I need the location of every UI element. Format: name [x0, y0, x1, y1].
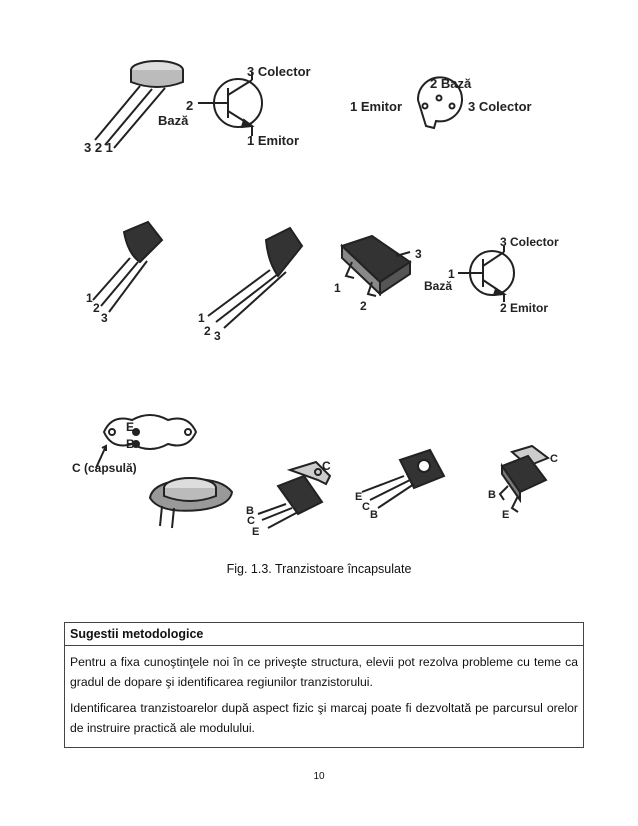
- sym2-base-label: Bază: [424, 279, 453, 293]
- to92-transistor-b: [208, 228, 302, 328]
- npn-symbol-icon: [458, 246, 514, 302]
- dpak-transistor: [500, 446, 548, 512]
- methodology-title: Sugestii metodologice: [65, 623, 583, 646]
- bottom-collector-label: 3 Colector: [468, 99, 532, 114]
- dpak-e-label: E: [502, 509, 510, 521]
- smd-pin1: 1: [334, 281, 341, 295]
- to18-metal-can-transistor: [95, 61, 183, 148]
- dpak-b-label: B: [488, 489, 496, 501]
- to92b-pin2: 2: [204, 324, 211, 338]
- to92-transistor-a: [93, 222, 162, 312]
- to92b-pin1: 1: [198, 311, 205, 325]
- to126-e-label: E: [355, 491, 363, 503]
- methodology-body: [65, 646, 583, 738]
- to92a-pin2: 2: [93, 301, 100, 315]
- methodology-paragraph-2: Identificarea tranzistoarelor după aspect fizic şi marcaj poate fi dezvoltată pe parcursul orelor de instruire practică ale modulului.: [70, 701, 578, 735]
- methodology-paragraph-1: Pentru a fixa cunoştinţele noi în ce priveşte structura, elevii pot rezolva probleme cu teme ca gradul de dopare şi identificarea regiunilor tranzistorului.: [70, 655, 578, 689]
- to220-transistor: [258, 462, 330, 528]
- sym1-base-label: Bază: [158, 113, 189, 128]
- to220-c2-label: C: [247, 515, 255, 527]
- to3-case-label: C (capsulă): [72, 461, 137, 475]
- bottom-base-label: 2 Bază: [430, 76, 472, 91]
- methodology-box: [64, 622, 584, 748]
- page-number: 10: [313, 771, 325, 782]
- to220-c-label: C: [322, 459, 331, 473]
- to220-e-label: E: [252, 526, 260, 538]
- to92b-pin3: 3: [214, 329, 221, 343]
- sym1-base-num: 2: [186, 98, 194, 113]
- sym2-base-num: 1: [448, 267, 455, 281]
- to92a-pin3: 3: [101, 311, 108, 325]
- figure-caption: Fig. 1.3. Tranzistoare încapsulate: [226, 562, 412, 576]
- dpak-c-label: C: [550, 453, 558, 465]
- to3-b-label: B: [126, 437, 135, 451]
- to126-transistor: [362, 450, 444, 508]
- smd-pin2: 2: [360, 299, 367, 313]
- to3-transistor: [150, 478, 232, 528]
- sym1-emitter-label: 1 Emitor: [247, 133, 300, 148]
- smd-pin3: 3: [415, 247, 422, 261]
- to126-b-label: B: [370, 509, 378, 521]
- to3-e-label: E: [126, 420, 135, 434]
- to220-b-label: B: [246, 505, 254, 517]
- bottom-emitter-label: 1 Emitor: [350, 99, 403, 114]
- to92a-pin1: 1: [86, 291, 93, 305]
- to126-c-label: C: [362, 501, 370, 513]
- sot23-smd-transistor: [342, 236, 410, 296]
- sym1-collector-label: 3 Colector: [247, 64, 311, 79]
- sym2-emitter-label: 2 Emitor: [500, 301, 549, 315]
- can-pins-label: 3 2 1: [84, 140, 113, 155]
- sym2-collector-label: 3 Colector: [500, 235, 559, 249]
- npn-symbol-icon: [198, 72, 262, 136]
